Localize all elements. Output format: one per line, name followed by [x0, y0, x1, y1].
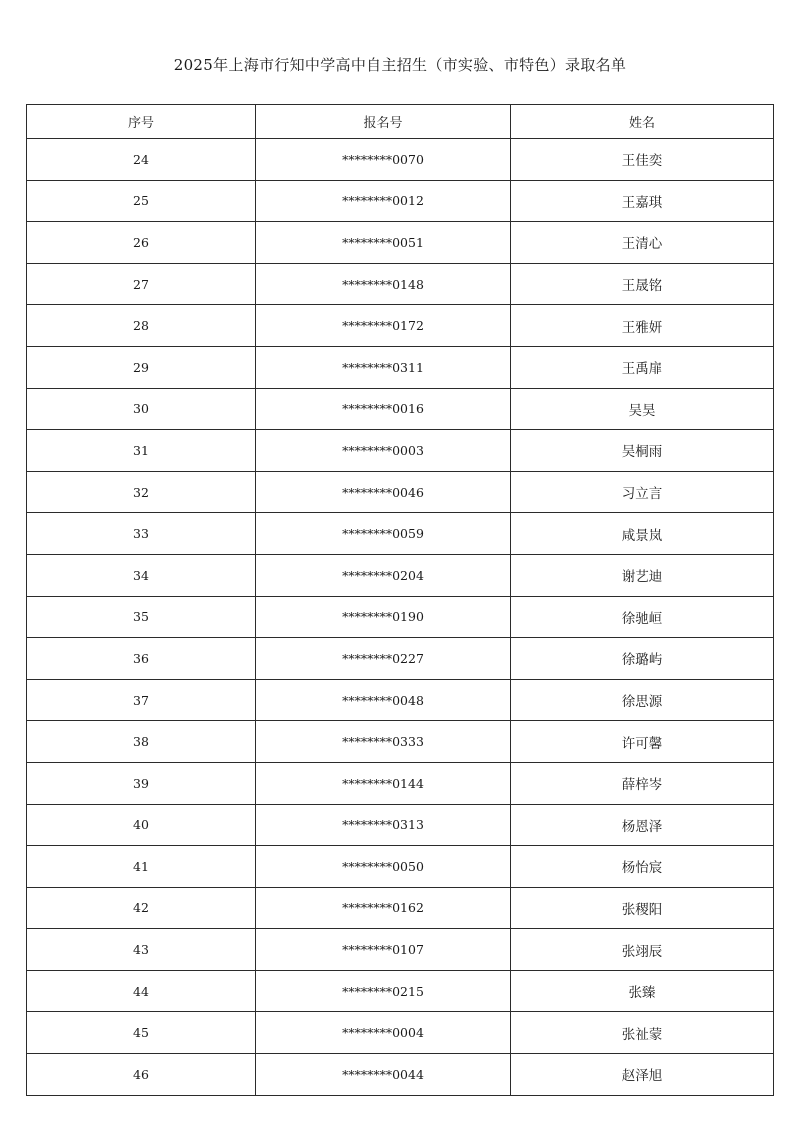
- name-cell: 张稷阳: [511, 887, 774, 929]
- table-row: [27, 929, 774, 971]
- reg-no-cell: ********0046: [256, 471, 511, 513]
- reg-no-cell: ********0012: [256, 180, 511, 222]
- document-title: 2025年上海市行知中学高中自主招生（市实验、市特色）录取名单: [173, 56, 627, 74]
- table-row: [27, 721, 774, 763]
- seq-cell: 37: [27, 679, 256, 721]
- name-cell: 王清心: [511, 222, 774, 264]
- name-cell: 赵泽旭: [511, 1054, 774, 1096]
- table-row: [27, 846, 774, 888]
- table-row: [27, 388, 774, 430]
- seq-cell: 41: [27, 846, 256, 888]
- name-cell: 徐思源: [511, 679, 774, 721]
- table-row: [27, 1054, 774, 1096]
- reg-no-cell: ********0051: [256, 222, 511, 264]
- seq-cell: 38: [27, 721, 256, 763]
- seq-cell: 33: [27, 513, 256, 555]
- header-reg-no: 报名号: [256, 105, 511, 139]
- seq-cell: 28: [27, 305, 256, 347]
- seq-cell: 44: [27, 970, 256, 1012]
- seq-cell: 31: [27, 430, 256, 472]
- reg-no-cell: ********0215: [256, 970, 511, 1012]
- table-row: [27, 970, 774, 1012]
- name-cell: 杨恩泽: [511, 804, 774, 846]
- seq-cell: 34: [27, 554, 256, 596]
- name-cell: 王佳奕: [511, 139, 774, 181]
- table-row: [27, 305, 774, 347]
- table-row: [27, 638, 774, 680]
- table-body: [27, 139, 774, 1096]
- table-row: [27, 596, 774, 638]
- seq-cell: 30: [27, 388, 256, 430]
- table-row: [27, 139, 774, 181]
- header-seq: 序号: [27, 105, 256, 139]
- table-row: [27, 222, 774, 264]
- reg-no-cell: ********0190: [256, 596, 511, 638]
- reg-no-cell: ********0070: [256, 139, 511, 181]
- seq-cell: 24: [27, 139, 256, 181]
- reg-no-cell: ********0227: [256, 638, 511, 680]
- table-row: [27, 513, 774, 555]
- reg-no-cell: ********0204: [256, 554, 511, 596]
- reg-no-cell: ********0048: [256, 679, 511, 721]
- seq-cell: 46: [27, 1054, 256, 1096]
- seq-cell: 40: [27, 804, 256, 846]
- name-cell: 许可馨: [511, 721, 774, 763]
- reg-no-cell: ********0003: [256, 430, 511, 472]
- seq-cell: 36: [27, 638, 256, 680]
- header-name: 姓名: [511, 105, 774, 139]
- seq-cell: 25: [27, 180, 256, 222]
- reg-no-cell: ********0016: [256, 388, 511, 430]
- table-row: [27, 263, 774, 305]
- name-cell: 薛梓岑: [511, 762, 774, 804]
- reg-no-cell: ********0004: [256, 1012, 511, 1054]
- name-cell: 吴昊: [511, 388, 774, 430]
- reg-no-cell: ********0050: [256, 846, 511, 888]
- table-row: [27, 762, 774, 804]
- reg-no-cell: ********0044: [256, 1054, 511, 1096]
- reg-no-cell: ********0148: [256, 263, 511, 305]
- reg-no-cell: ********0313: [256, 804, 511, 846]
- seq-cell: 43: [27, 929, 256, 971]
- reg-no-cell: ********0162: [256, 887, 511, 929]
- reg-no-cell: ********0144: [256, 762, 511, 804]
- table-row: [27, 804, 774, 846]
- table-row: [27, 554, 774, 596]
- seq-cell: 29: [27, 346, 256, 388]
- table-row: [27, 887, 774, 929]
- seq-cell: 42: [27, 887, 256, 929]
- reg-no-cell: ********0059: [256, 513, 511, 555]
- name-cell: 张臻: [511, 970, 774, 1012]
- name-cell: 徐驰峘: [511, 596, 774, 638]
- reg-no-cell: ********0172: [256, 305, 511, 347]
- reg-no-cell: ********0107: [256, 929, 511, 971]
- name-cell: 习立言: [511, 471, 774, 513]
- seq-cell: 26: [27, 222, 256, 264]
- table-row: [27, 679, 774, 721]
- name-cell: 谢艺迪: [511, 554, 774, 596]
- admission-table: [26, 104, 774, 1096]
- seq-cell: 45: [27, 1012, 256, 1054]
- seq-cell: 35: [27, 596, 256, 638]
- name-cell: 王雅妍: [511, 305, 774, 347]
- seq-cell: 27: [27, 263, 256, 305]
- name-cell: 王禹扉: [511, 346, 774, 388]
- seq-cell: 39: [27, 762, 256, 804]
- table-row: [27, 430, 774, 472]
- name-cell: 吴桐雨: [511, 430, 774, 472]
- table-row: [27, 180, 774, 222]
- seq-cell: 32: [27, 471, 256, 513]
- name-cell: 徐璐屿: [511, 638, 774, 680]
- name-cell: 王嘉琪: [511, 180, 774, 222]
- name-cell: 杨怡宸: [511, 846, 774, 888]
- name-cell: 张翊辰: [511, 929, 774, 971]
- reg-no-cell: ********0311: [256, 346, 511, 388]
- name-cell: 咸景岚: [511, 513, 774, 555]
- table-row: [27, 471, 774, 513]
- reg-no-cell: ********0333: [256, 721, 511, 763]
- table-row: [27, 346, 774, 388]
- name-cell: 张祉蒙: [511, 1012, 774, 1054]
- table-row: [27, 1012, 774, 1054]
- table-header-row: [27, 105, 774, 139]
- name-cell: 王晟铭: [511, 263, 774, 305]
